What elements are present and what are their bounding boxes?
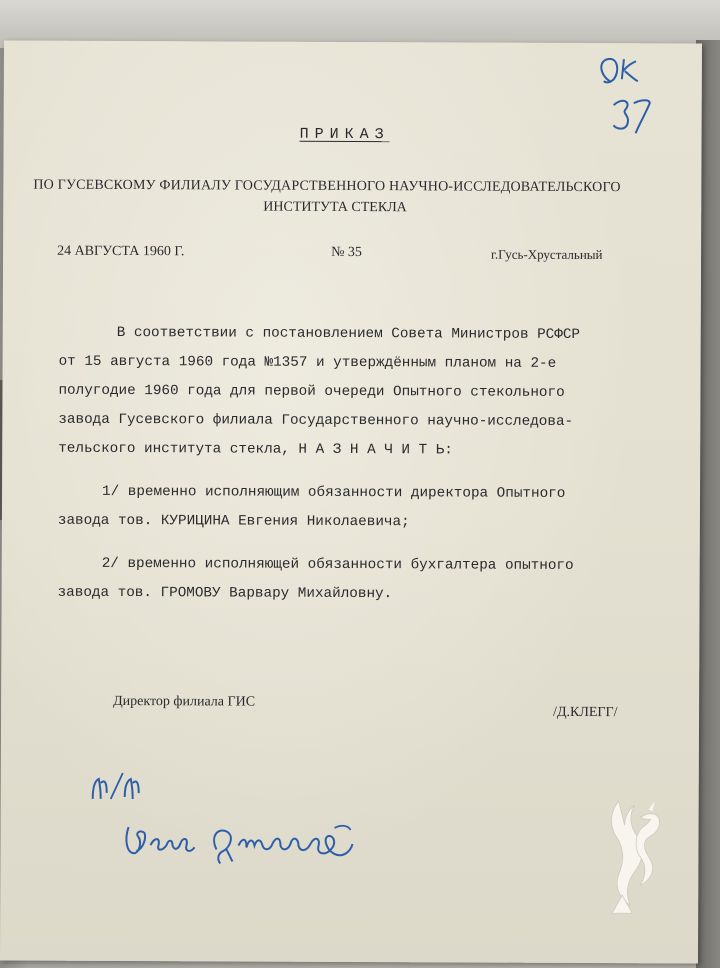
document-sheet — [0, 40, 702, 963]
organization-line-2: ИНСТИТУТА СТЕКЛА — [263, 199, 407, 216]
body-line: от 15 августа 1960 года №1357 и утверждённым планом на 2-е — [58, 353, 557, 372]
organization-line-1: ПО ГУСЕВСКОМУ ФИЛИАЛУ ГОСУДАРСТВЕННОГО НАУЧНО-ИССЛЕДОВАТЕЛЬСКОГО — [33, 177, 621, 196]
body-line: 2/ временно исполняющей обязанности бухгалтера опытного — [101, 555, 574, 574]
document-date: 24 АВГУСТА 1960 Г. — [57, 243, 185, 260]
body-line: В соответствии с постановлением Совета Министров РСФСР — [116, 324, 581, 343]
body-line: полугодие 1960 года для первой очереди Опытного стекольного — [58, 382, 565, 401]
handwritten-signature — [120, 809, 370, 880]
logo-icon — [604, 795, 667, 915]
signature-title: Директор филиала ГИС — [113, 693, 256, 710]
handwritten-corner-note — [592, 53, 672, 143]
document-number: № 35 — [331, 244, 362, 261]
handwritten-pp — [87, 769, 147, 809]
document-city: г.Гусь-Хрустальный — [491, 246, 603, 263]
body-line: тельского института стекла, Н А З Н А Ч И Т Ь: — [58, 440, 453, 459]
body-line: завода тов. КУРИЦИНА Евгения Николаевича; — [57, 512, 410, 531]
body-line: завода Гусевского филиала Государственного научно-исследова- — [58, 411, 574, 430]
body-line: завода тов. ГРОМОВУ Варвару Михайловну. — [57, 584, 393, 603]
body-line: 1/ временно исполняющим обязанности директора Опытного — [101, 483, 566, 502]
document-title: ПРИКАЗ — [299, 125, 390, 144]
signature-name: /Д.КЛЕГГ/ — [553, 704, 618, 721]
